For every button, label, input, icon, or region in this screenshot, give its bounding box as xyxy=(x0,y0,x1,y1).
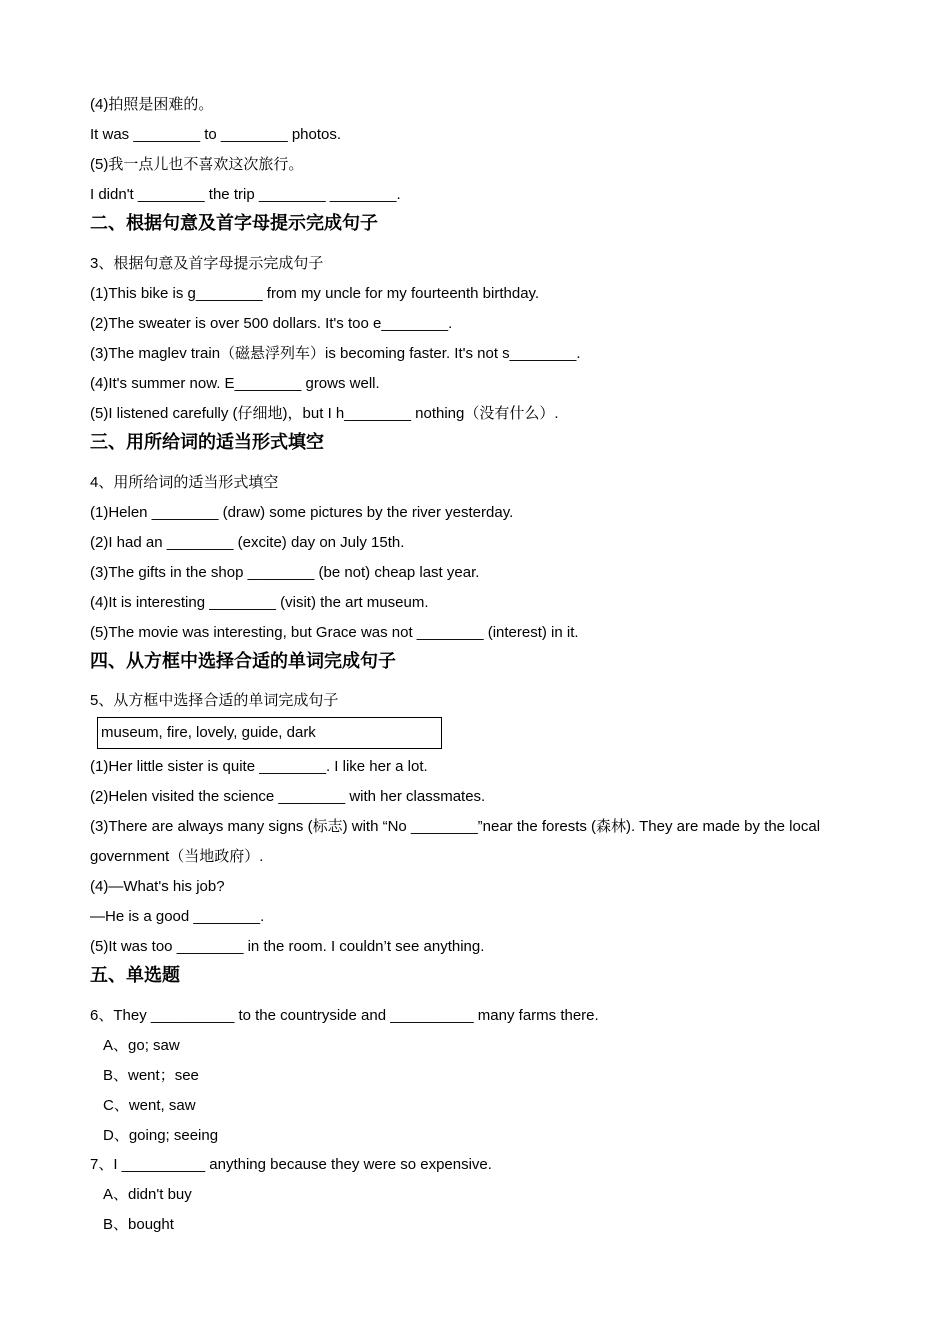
section-4-item: —He is a good ________. xyxy=(90,908,265,925)
question-6-option-c: C、went, saw xyxy=(103,1097,196,1114)
section-4-item: (1)Her little sister is quite ________. I like her a lot. xyxy=(90,758,428,775)
section-2-intro: 3、根据句意及首字母提示完成句子 xyxy=(90,255,324,272)
section-3-item: (4)It is interesting ________ (visit) the art museum. xyxy=(90,594,429,611)
section-2-heading: 二、根据句意及首字母提示完成句子 xyxy=(90,213,378,234)
section-2-item: (4)It's summer now. E________ grows well. xyxy=(90,375,380,392)
section-3-item: (2)I had an ________ (excite) day on July 15th. xyxy=(90,534,405,551)
question-6-option-d: D、going; seeing xyxy=(103,1127,219,1144)
question-5-chinese: (5)我一点儿也不喜欢这次旅行。 xyxy=(90,156,304,173)
section-2-item: (5)I listened carefully (仔细地)，but I h________ nothing（没有什么）. xyxy=(90,405,559,422)
section-2-item: (1)This bike is g________ from my uncle for my fourteenth birthday. xyxy=(90,285,540,302)
section-4-item: (3)There are always many signs (标志) with “No ________”near the forests (森林). They are made by the local xyxy=(90,818,821,835)
question-7-option-a: A、didn't buy xyxy=(103,1186,192,1203)
section-3-intro: 4、用所给词的适当形式填空 xyxy=(90,474,279,491)
section-2-item: (3)The maglev train（磁悬浮列车）is becoming faster. It's not s________. xyxy=(90,345,581,362)
section-5-heading: 五、单选题 xyxy=(90,965,180,986)
question-6-option-b: B、went；see xyxy=(103,1067,199,1084)
question-4-chinese: (4)拍照是困难的。 xyxy=(90,96,214,113)
word-box: museum, fire, lovely, guide, dark xyxy=(97,717,442,749)
section-4-item: (2)Helen visited the science ________ with her classmates. xyxy=(90,788,486,805)
question-6-option-a: A、go; saw xyxy=(103,1037,180,1054)
section-4-heading: 四、从方框中选择合适的单词完成句子 xyxy=(90,651,396,672)
section-4-item: government（当地政府）. xyxy=(90,848,264,865)
section-4-item: (5)It was too ________ in the room. I couldn’t see anything. xyxy=(90,938,485,955)
question-5-english: I didn't ________ the trip ________ ________. xyxy=(90,186,401,203)
section-4-item: (4)—What's his job? xyxy=(90,878,225,895)
section-2-item: (2)The sweater is over 500 dollars. It's too e________. xyxy=(90,315,453,332)
section-3-heading: 三、用所给词的适当形式填空 xyxy=(90,432,324,453)
section-3-item: (3)The gifts in the shop ________ (be not) cheap last year. xyxy=(90,564,480,581)
question-4-english: It was ________ to ________ photos. xyxy=(90,126,342,143)
section-4-intro: 5、从方框中选择合适的单词完成句子 xyxy=(90,692,339,709)
question-6-stem: 6、They __________ to the countryside and __________ many farms there. xyxy=(90,1007,599,1024)
section-3-item: (1)Helen ________ (draw) some pictures by the river yesterday. xyxy=(90,504,514,521)
section-3-item: (5)The movie was interesting, but Grace was not ________ (interest) in it. xyxy=(90,624,579,641)
question-7-stem: 7、I __________ anything because they were so expensive. xyxy=(90,1156,492,1173)
question-7-option-b: B、bought xyxy=(103,1216,174,1233)
